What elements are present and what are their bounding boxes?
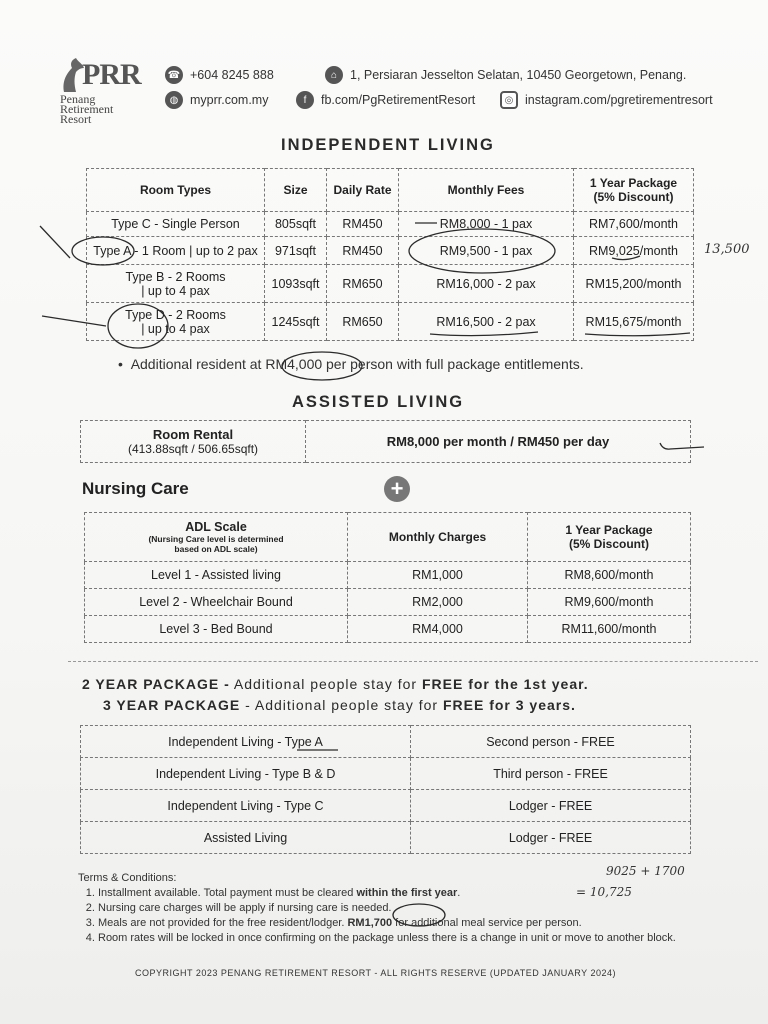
header-monthly-fees: Monthly Fees bbox=[399, 169, 574, 212]
room-type-line: | up to 4 pax bbox=[141, 283, 210, 298]
assisted-living-title: ASSISTED LIVING bbox=[292, 393, 465, 411]
daily-rate: RM450 bbox=[327, 237, 399, 265]
note-text: Additional resident at RM4,000 per person with full package entitlements. bbox=[130, 356, 584, 372]
table-row bbox=[81, 822, 691, 854]
room-rental-cell bbox=[81, 421, 306, 463]
logo-line: Resort bbox=[60, 112, 92, 126]
plus-icon: + bbox=[384, 476, 410, 502]
logo-line: Retirement bbox=[60, 102, 114, 116]
table-row bbox=[87, 237, 694, 265]
room-size: 1093sqft bbox=[265, 265, 327, 303]
logo-wordmark bbox=[60, 94, 113, 124]
logo bbox=[58, 54, 142, 94]
package-table bbox=[80, 725, 691, 854]
two-year-package-line bbox=[82, 676, 589, 692]
header-daily-rate: Daily Rate bbox=[327, 169, 399, 212]
instagram-contact bbox=[500, 91, 713, 109]
handwritten-note: 13,500 bbox=[704, 242, 750, 257]
monthly-fee: RM16,500 - 2 pax bbox=[399, 303, 574, 341]
table-header-row bbox=[87, 169, 694, 212]
header-package-line: (5% Discount) bbox=[593, 190, 674, 204]
address-text: 1, Persiaran Jesselton Selatan, 10450 Georgetown, Penang. bbox=[350, 68, 687, 82]
package-price: RM11,600/month bbox=[528, 616, 691, 643]
header-package-line: 1 Year Package bbox=[589, 176, 678, 190]
address-contact bbox=[325, 66, 686, 84]
logo-text: PRR bbox=[82, 58, 141, 91]
terms-bold: RM1,700 bbox=[347, 917, 393, 929]
header-size: Size bbox=[265, 169, 327, 212]
header-package-line: 1 Year Package bbox=[565, 523, 653, 537]
header-adl-line: ADL Scale bbox=[185, 520, 247, 534]
section-divider bbox=[68, 661, 758, 662]
header-adl-sub: based on ADL scale) bbox=[174, 544, 258, 554]
three-year-package-line bbox=[103, 697, 576, 713]
adl-level: Level 2 - Wheelchair Bound bbox=[85, 589, 348, 616]
independent-living-title: INDEPENDENT LIVING bbox=[281, 136, 495, 154]
monthly-fee: RM9,500 - 1 pax bbox=[399, 237, 574, 265]
nursing-care-title: Nursing Care bbox=[82, 479, 189, 498]
monthly-charge: RM1,000 bbox=[348, 562, 528, 589]
pkg-end: FREE for 3 years. bbox=[442, 697, 576, 713]
package-category: Assisted Living bbox=[81, 822, 411, 854]
package-price: RM7,600/month bbox=[574, 212, 694, 237]
terms-bold: within the first year bbox=[356, 887, 458, 899]
pkg-text: Additional people stay for bbox=[233, 676, 418, 692]
terms-text: . bbox=[457, 887, 461, 899]
terms-item: 2. Nursing care charges will be apply if nursing care is needed. bbox=[98, 901, 698, 916]
phone-contact bbox=[165, 66, 274, 84]
room-type: Type C - Single Person bbox=[87, 212, 265, 237]
additional-resident-note bbox=[118, 356, 584, 372]
room-rental-label: Room Rental bbox=[152, 427, 234, 442]
facebook-icon: f bbox=[296, 91, 314, 109]
room-size: 805sqft bbox=[265, 212, 327, 237]
package-price: RM8,600/month bbox=[528, 562, 691, 589]
package-price: RM15,200/month bbox=[574, 265, 694, 303]
table-row bbox=[87, 265, 694, 303]
table-row bbox=[81, 790, 691, 822]
pkg-label: 2 YEAR PACKAGE - bbox=[82, 676, 230, 692]
daily-rate: RM650 bbox=[327, 303, 399, 341]
website-contact bbox=[165, 91, 268, 109]
header-room-types: Room Types bbox=[87, 169, 265, 212]
bullet-dot: • bbox=[118, 356, 131, 372]
package-category: Independent Living - Type A bbox=[81, 726, 411, 758]
logo-line: Penang bbox=[60, 92, 96, 106]
header-monthly-charges: Monthly Charges bbox=[348, 513, 528, 562]
table-row bbox=[85, 562, 691, 589]
pkg-text: - Additional people stay for bbox=[245, 697, 439, 713]
table-row bbox=[85, 589, 691, 616]
room-type-line: | up to 4 pax bbox=[141, 321, 210, 336]
phone-icon: ☎ bbox=[165, 66, 183, 84]
pen-arrow bbox=[40, 226, 70, 258]
website-text: myprr.com.my bbox=[190, 93, 269, 107]
phone-number: +604 8245 888 bbox=[190, 68, 274, 82]
table-row bbox=[81, 421, 691, 463]
package-price: RM9,025/month bbox=[574, 237, 694, 265]
handwritten-note: = 10,725 bbox=[576, 885, 632, 899]
room-size: 971sqft bbox=[265, 237, 327, 265]
room-rental-size: (413.88sqft / 506.65sqft) bbox=[127, 442, 259, 456]
room-rental-price: RM8,000 per month / RM450 per day bbox=[306, 421, 691, 463]
package-price: RM9,600/month bbox=[528, 589, 691, 616]
home-icon: ⌂ bbox=[325, 66, 343, 84]
copyright-footer: COPYRIGHT 2023 PENANG RETIREMENT RESORT - ALL RIGHTS RESERVE (UPDATED JANUARY 2024) bbox=[135, 968, 616, 978]
table-row bbox=[87, 212, 694, 237]
terms-text: Meals are not provided for the free resident/lodger. bbox=[98, 917, 348, 929]
room-type bbox=[87, 265, 265, 303]
monthly-charge: RM2,000 bbox=[348, 589, 528, 616]
nursing-care-table bbox=[84, 512, 691, 643]
header-package bbox=[574, 169, 694, 212]
independent-living-table bbox=[86, 168, 694, 341]
adl-level: Level 3 - Bed Bound bbox=[85, 616, 348, 643]
package-benefit: Lodger - FREE bbox=[411, 822, 691, 854]
package-benefit: Lodger - FREE bbox=[411, 790, 691, 822]
table-row bbox=[85, 616, 691, 643]
pkg-label: 3 YEAR PACKAGE bbox=[103, 697, 241, 713]
room-type-line: Type D - 2 Rooms bbox=[125, 307, 226, 322]
room-type: Type A - 1 Room | up to 2 pax bbox=[87, 237, 265, 265]
adl-level: Level 1 - Assisted living bbox=[85, 562, 348, 589]
handwritten-note: 9025 + 1700 bbox=[606, 864, 685, 878]
pkg-end: FREE for the 1st year. bbox=[421, 676, 589, 692]
terms-text: for additional meal service per person. bbox=[392, 917, 582, 929]
terms-text: Installment available. Total payment must be cleared bbox=[98, 887, 357, 899]
daily-rate: RM650 bbox=[327, 265, 399, 303]
terms-item bbox=[98, 916, 698, 931]
terms-title: Terms & Conditions: bbox=[78, 872, 177, 884]
room-size: 1245sqft bbox=[265, 303, 327, 341]
package-benefit: Third person - FREE bbox=[411, 758, 691, 790]
facebook-contact bbox=[296, 91, 475, 109]
table-row bbox=[81, 726, 691, 758]
table-row bbox=[87, 303, 694, 341]
daily-rate: RM450 bbox=[327, 212, 399, 237]
instagram-icon: ◎ bbox=[500, 91, 518, 109]
header-package bbox=[528, 513, 691, 562]
terms-item: 4. Room rates will be locked in once confirming on the package unless there is a change in unit or move to another block. bbox=[98, 931, 698, 946]
globe-icon: ◍ bbox=[165, 91, 183, 109]
assisted-living-table bbox=[80, 420, 691, 463]
header-adl-scale bbox=[85, 513, 348, 562]
table-row bbox=[81, 758, 691, 790]
header-package-line: (5% Discount) bbox=[568, 537, 649, 551]
package-category: Independent Living - Type C bbox=[81, 790, 411, 822]
package-category: Independent Living - Type B & D bbox=[81, 758, 411, 790]
room-type-line: Type B - 2 Rooms bbox=[125, 269, 226, 284]
package-price: RM15,675/month bbox=[574, 303, 694, 341]
monthly-fee: RM8,000 - 1 pax bbox=[399, 212, 574, 237]
terms-and-conditions bbox=[78, 871, 698, 946]
package-benefit: Second person - FREE bbox=[411, 726, 691, 758]
room-type bbox=[87, 303, 265, 341]
facebook-text: fb.com/PgRetirementResort bbox=[321, 93, 476, 107]
instagram-text: instagram.com/pgretirementresort bbox=[525, 93, 713, 107]
monthly-fee: RM16,000 - 2 pax bbox=[399, 265, 574, 303]
header-adl-sub: (Nursing Care level is determined bbox=[148, 534, 284, 544]
table-header-row bbox=[85, 513, 691, 562]
monthly-charge: RM4,000 bbox=[348, 616, 528, 643]
